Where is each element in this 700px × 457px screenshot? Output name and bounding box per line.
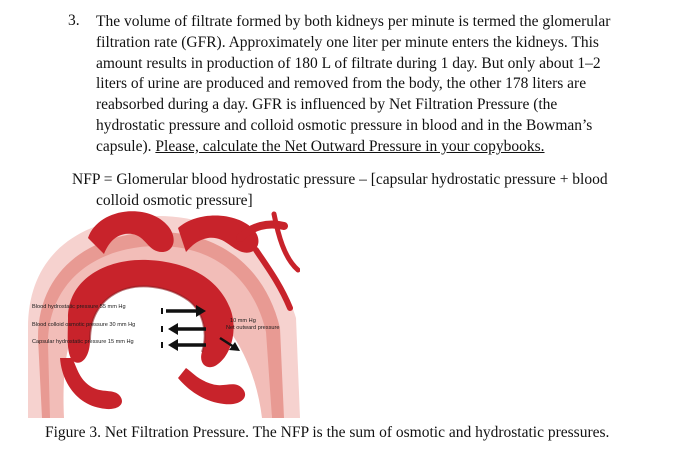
task-instruction: Please, calculate the Net Outward Pressure in your copybooks. <box>155 137 545 155</box>
capillary-loop <box>60 358 122 409</box>
separator-dots <box>161 308 163 348</box>
question-text <box>96 12 676 158</box>
capillary-loop <box>178 368 245 404</box>
question-line: filtration rate (GFR). Approximately one liter per minute enters the kidneys. This <box>96 33 599 51</box>
glomerulus-illustration <box>28 208 300 418</box>
formula-line-2: colloid osmotic pressure] <box>96 192 253 209</box>
question-line: The volume of filtrate formed by both kidneys per minute is termed the glomerular <box>96 13 611 30</box>
question-line: amount results in production of 180 L of filtrate during 1 day. But only about 1–2 <box>96 54 601 72</box>
question-last-line <box>96 137 676 158</box>
figure-caption: Figure 3. Net Filtration Pressure. The NFP is the sum of osmotic and hydrostatic pressures. <box>45 424 610 441</box>
net-pressure-label: Net outward pressure <box>226 325 280 331</box>
question-number: 3. <box>68 12 80 29</box>
question-line: hydrostatic pressure and colloid osmotic pressure in blood and in the Bowman’s <box>96 116 593 134</box>
arteriole-branch <box>274 214 298 270</box>
formula-line-1: NFP = Glomerular blood hydrostatic pressure – [capsular hydrostatic pressure + blood <box>72 171 608 188</box>
label-blood-colloid: Blood colloid osmotic pressure 30 mm Hg <box>32 322 136 328</box>
filtration-figure <box>28 208 300 418</box>
capsular-hydrostatic-arrow <box>168 339 206 351</box>
question-line: liters of urine are produced and removed from the body, the other 178 liters are <box>96 75 587 93</box>
question-line: reabsorbed during a day. GFR is influenced by Net Filtration Pressure (the <box>96 96 558 114</box>
blood-colloid-arrow <box>168 323 206 335</box>
label-blood-hydrostatic: Blood hydrostatic pressure 55 mm Hg <box>32 304 126 310</box>
net-pressure-value: 10 mm Hg <box>230 318 256 324</box>
label-capsular-hydrostatic: Capsular hydrostatic pressure 15 mm Hg <box>32 339 134 345</box>
nfp-formula <box>72 169 682 211</box>
question-line: capsule). <box>96 137 156 155</box>
